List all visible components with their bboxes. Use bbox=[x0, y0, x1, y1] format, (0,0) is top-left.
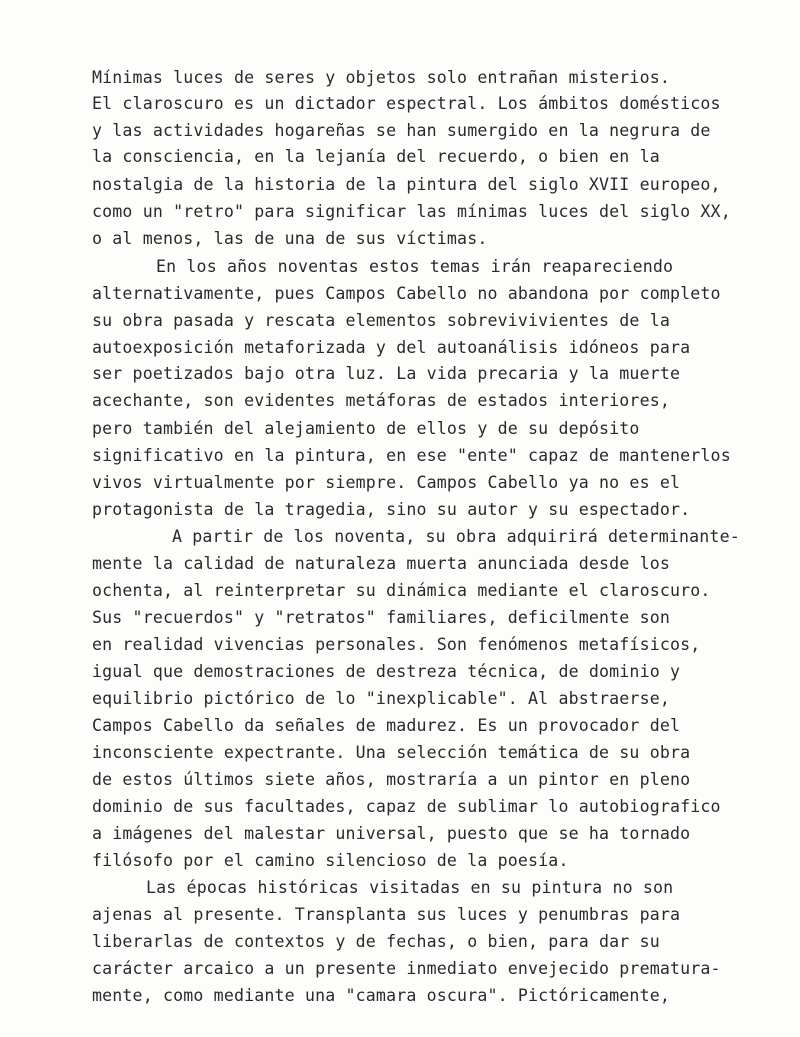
text-line: A partir de los noventa, su obra adquirirá determinante- bbox=[172, 527, 740, 546]
text-line: acechante, son evidentes metáforas de estados interiores, bbox=[92, 391, 670, 410]
text-line: liberarlas de contextos y de fechas, o bien, para dar su bbox=[92, 932, 660, 951]
text-line: y las actividades hogareñas se han sumergido en la negrura de bbox=[92, 121, 711, 140]
text-line: dominio de sus facultades, capaz de sublimar lo autobiografico bbox=[92, 797, 721, 816]
text-line: ajenas al presente. Transplanta sus luces y penumbras para bbox=[92, 905, 681, 924]
text-line: ser poetizados bajo otra luz. La vida precaria y la muerte bbox=[92, 364, 681, 383]
text-line: igual que demostraciones de destreza técnica, de dominio y bbox=[92, 662, 681, 681]
text-line: su obra pasada y rescata elementos sobrevivivientes de la bbox=[92, 311, 670, 330]
text-line: nostalgia de la historia de la pintura del siglo XVII europeo, bbox=[92, 175, 721, 194]
text-line: alternativamente, pues Campos Cabello no abandona por completo bbox=[92, 284, 721, 303]
text-line: protagonista de la tragedia, sino su autor y su espectador. bbox=[92, 500, 691, 519]
text-line: Las épocas históricas visitadas en su pintura no son bbox=[146, 878, 674, 897]
text-line: Mínimas luces de seres y objetos solo entrañan misterios. bbox=[92, 68, 670, 87]
text-line: inconsciente expectrante. Una selección temática de su obra bbox=[92, 743, 691, 762]
text-line: filósofo por el camino silencioso de la poesía. bbox=[92, 851, 569, 870]
text-line: como un "retro" para significar las mínimas luces del siglo XX, bbox=[92, 202, 731, 221]
text-line: Sus "recuerdos" y "retratos" familiares, deficilmente son bbox=[92, 608, 670, 627]
text-line: autoexposición metaforizada y del autoanálisis idóneos para bbox=[92, 338, 691, 357]
text-line: vivos virtualmente por siempre. Campos Cabello ya no es el bbox=[92, 473, 681, 492]
text-line: El claroscuro es un dictador espectral. Los ámbitos domésticos bbox=[92, 94, 721, 113]
text-line: en realidad vivencias personales. Son fenómenos metafísicos, bbox=[92, 635, 701, 654]
text-line: equilibrio pictórico de lo "inexplicable". Al abstraerse, bbox=[92, 689, 670, 708]
text-line: Campos Cabello da señales de madurez. Es un provocador del bbox=[92, 716, 681, 735]
text-line: de estos últimos siete años, mostraría a un pintor en pleno bbox=[92, 770, 691, 789]
text-line: mente la calidad de naturaleza muerta anunciada desde los bbox=[92, 554, 670, 573]
text-line: o al menos, las de una de sus víctimas. bbox=[92, 229, 488, 248]
text-line: ochenta, al reinterpretar su dinámica mediante el claroscuro. bbox=[92, 581, 711, 600]
text-line: la consciencia, en la lejanía del recuerdo, o bien en la bbox=[92, 147, 660, 166]
text-line: a imágenes del malestar universal, puesto que se ha tornado bbox=[92, 824, 691, 843]
text-line: pero también del alejamiento de ellos y de su depósito bbox=[92, 419, 640, 438]
text-line: carácter arcaico a un presente inmediato envejecido prematura- bbox=[92, 959, 721, 978]
text-line: significativo en la pintura, en ese "ente" capaz de mantenerlos bbox=[92, 446, 731, 465]
text-line: mente, como mediante una "camara oscura". Pictóricamente, bbox=[92, 986, 670, 1005]
text-line: En los años noventas estos temas irán reapareciendo bbox=[156, 257, 674, 276]
